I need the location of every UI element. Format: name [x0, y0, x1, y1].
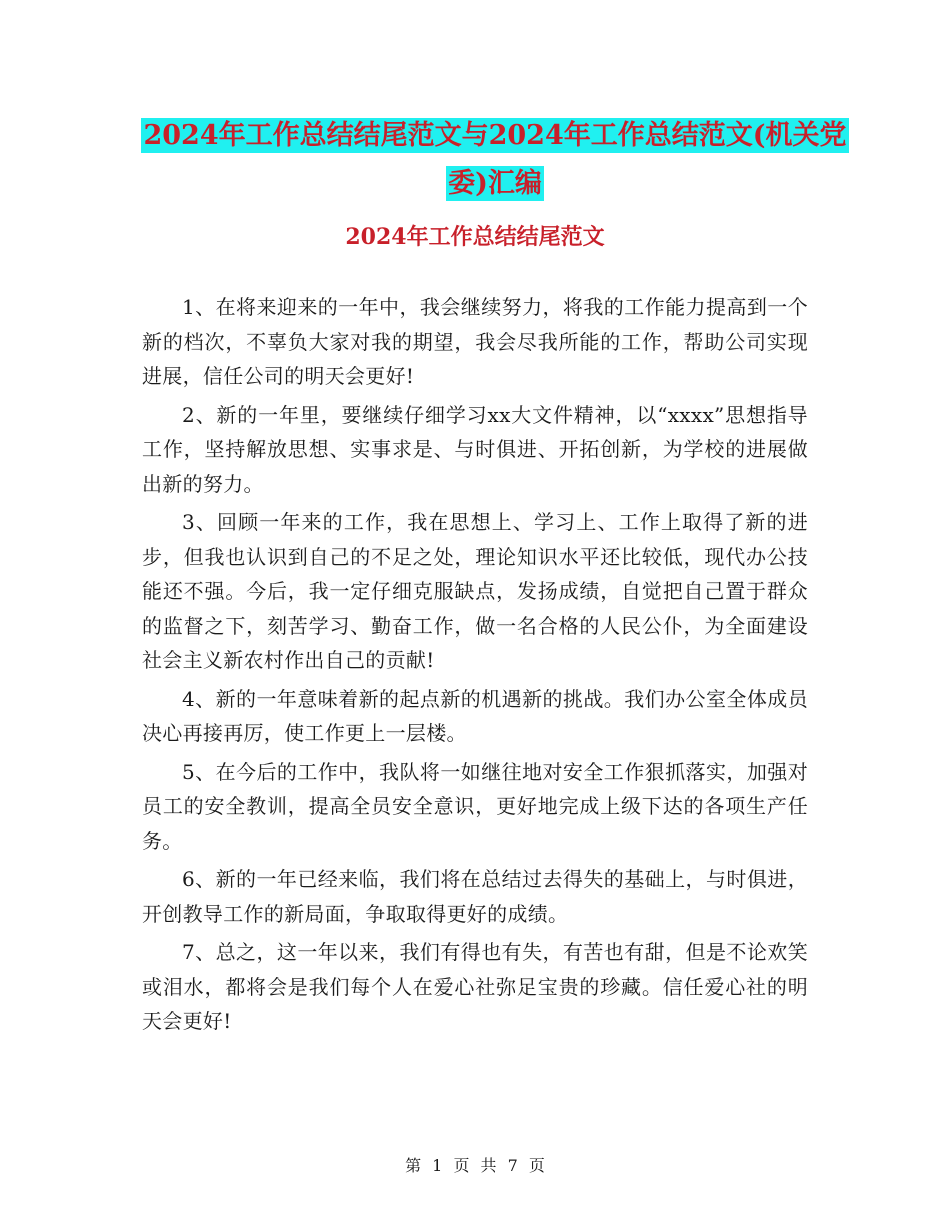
- paragraph-7: 7、总之，这一年以来，我们有得也有失，有苦也有甜，但是不论欢笑或泪水，都将会是我们每个人在爱心社弥足宝贵的珍藏。信任爱心社的明天会更好!: [142, 940, 808, 1033]
- page-number-footer: 第 1 页 共 7 页: [405, 1156, 545, 1175]
- document-title-text: 2024年工作总结结尾范文与2024年工作总结范文(机关党委)汇编: [143, 120, 847, 199]
- paragraph-6: 6、新的一年已经来临，我们将在总结过去得失的基础上，与时俱进，开创教导工作的新局面，争取取得更好的成绩。: [142, 867, 808, 926]
- paragraph-1: 1、在将来迎来的一年中，我会继续努力，将我的工作能力提高到一个新的档次，不辜负大家对我的期望，我会尽我所能的工作，帮助公司实现进展，信任公司的明天会更好!: [142, 295, 808, 388]
- paragraph-5: 5、在今后的工作中，我队将一如继往地对安全工作狠抓落实，加强对员工的安全教训，提高全员安全意识，更好地完成上级下达的各项生产任务。: [142, 759, 808, 853]
- paragraph-4: 4、新的一年意味着新的起点新的机遇新的挑战。我们办公室全体成员决心再接再厉，使工作更上一层楼。: [142, 686, 808, 745]
- document-body: [142, 290, 808, 1043]
- paragraph-2: 2、新的一年里，要继续仔细学习xx大文件精神，以“xxxx”思想指导工作，坚持解放思想、实事求是、与时俱进、开拓创新，为学校的进展做出新的努力。: [142, 402, 808, 496]
- paragraph-3: 3、回顾一年来的工作，我在思想上、学习上、工作上取得了新的进步，但我也认识到自己的不足之处，理论知识水平还比较低，现代办公技能还不强。今后，我一定仔细克服缺点，发扬成绩，自觉把自己置于群众的监督之下，刻苦学习、勤奋工作，做一名合格的人民公仆，为全面建设社会主义新农村作出自己的贡献!: [142, 510, 808, 672]
- section-title: 2024年工作总结结尾范文: [345, 224, 605, 250]
- document-title: [140, 112, 850, 208]
